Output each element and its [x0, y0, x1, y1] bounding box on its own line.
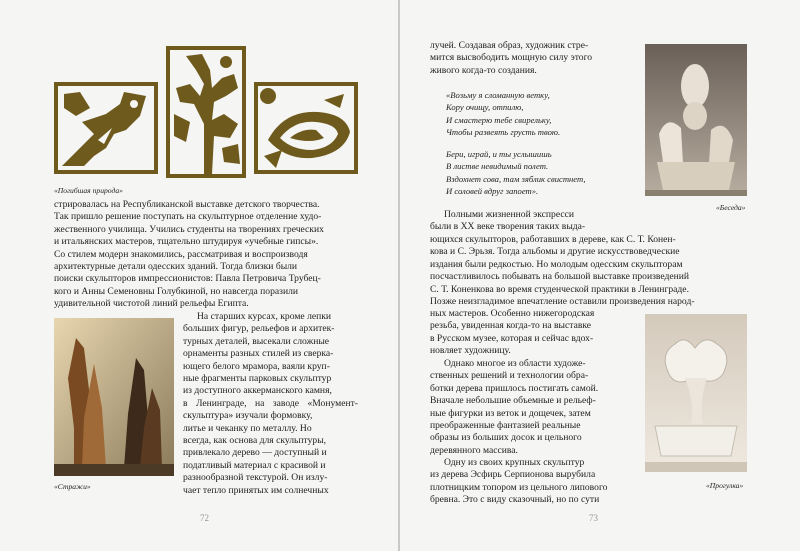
text-line: ющихся скульпторов, работавших в дереве, как С. Т. Конен- — [430, 234, 676, 245]
text-line: ботки дерева пришлось постигать самой. — [430, 382, 599, 394]
left-page — [0, 0, 398, 551]
ornament-panel-bird — [54, 82, 158, 174]
poem — [446, 89, 646, 207]
poem-line: И соловей вдруг запоет». — [446, 186, 539, 197]
paragraph-1-narrow — [430, 209, 640, 234]
text-line: Однако многое из области художе- — [444, 358, 586, 369]
text-line: С. Т. Коненкова во время студенческой практики в Ленинграде. — [430, 283, 689, 295]
poem-line: Вздохнет сова, там зяблик свистнет, — [446, 173, 586, 184]
photo-guards-caption: «Стражи» — [54, 482, 91, 491]
poem-line: И смастерю тебе свирельку, — [446, 114, 552, 125]
text-line: образы из больших досок и цельного — [430, 432, 582, 444]
text-line: всегда, как основа для скульптуры, — [183, 435, 327, 447]
text-line: Вначале небольшие объемные и рельеф- — [430, 395, 596, 407]
column-paragraph — [183, 311, 358, 497]
text-line: мится высвободить мощную силу этого — [430, 52, 593, 64]
poem-line: Чтобы развеять грусть твою. — [446, 126, 561, 137]
photo-conversation — [645, 44, 747, 196]
text-line: ственных решений и технологии обра- — [430, 370, 589, 382]
paragraph-2 — [430, 358, 635, 457]
text-line: турных деталей, высекали сложные — [183, 335, 330, 347]
top-paragraph — [54, 199, 358, 311]
text-line: бревна. Это с виду сказочный, но по сути — [430, 494, 600, 506]
poem-line: Кору очищу, отпилю, — [446, 102, 524, 113]
poem-stanza-1 — [446, 89, 646, 138]
paragraph-1-end — [430, 308, 635, 358]
right-page — [400, 0, 800, 551]
poem-line: «Возьму я сломанную ветку, — [446, 90, 550, 100]
intro-lines — [430, 40, 640, 77]
text-line: Позже неизгладимое впечатление оставили произведения народ- — [430, 296, 695, 308]
text-line: удивительной чистотой линий рельефы Египта. — [54, 298, 249, 310]
text-line: издания были редкостью. Но молодым одесским скульпторам — [430, 258, 683, 270]
page-number-left: 72 — [200, 513, 209, 523]
text-line: привлекало дерево — доступный и — [183, 447, 327, 459]
text-line: чает тепло принятых им солнечных — [183, 484, 329, 496]
linocut-ornament — [54, 44, 359, 180]
text-line: стрировалась на Республиканской выставке детского творчества. — [54, 199, 320, 210]
text-line: кова и С. Эрьзя. Тогда альбомы и другие искусствоведческие — [430, 246, 680, 258]
text-line: были в XX веке творения таких выда- — [430, 221, 586, 233]
ornament-caption: «Погибшая природа» — [54, 186, 123, 195]
ornament-panel-tree — [166, 46, 246, 178]
text-line: новляет художницу. — [430, 345, 511, 357]
paragraph-1-wide — [430, 234, 748, 308]
text-line: Одну из своих крупных скульптур — [444, 457, 585, 468]
photo-walk-caption: «Прогулка» — [706, 481, 744, 490]
text-line: живого когда-то создания. — [430, 64, 537, 76]
photo-walk — [645, 314, 747, 472]
text-line: плотницким топором из цельного липового — [430, 481, 608, 493]
text-line: из дерева Эсфирь Серпионова вырубила — [430, 469, 596, 481]
text-line: Со стилем модерн знакомились, рассматривая и воспроизводя — [54, 248, 308, 260]
text-line: деревянного массива. — [430, 444, 518, 456]
text-line: ных мастеров. Особенно нижегородская — [430, 308, 595, 319]
poem-line: В листве невидимый полет. — [446, 161, 549, 172]
text-line: и итальянских мастеров, тщательно штудируя «учебные гипсы». — [54, 236, 319, 248]
text-line: кого и Анны Семеновны Голубкиной, но навсегда поразили — [54, 285, 299, 297]
page-number-right: 73 — [589, 513, 598, 523]
text-line: преображенные фантазией реальные — [430, 420, 581, 432]
text-line: больших фигур, рельефов и архитек- — [183, 323, 335, 335]
text-line: поиски скульпторов импрессионистов: Павла Петровича Трубец- — [54, 273, 321, 285]
text-line: литье и чеканку по металлу. Но — [183, 422, 312, 434]
photo-conversation-caption: «Беседа» — [716, 203, 746, 212]
text-line: в Ленинграде, на заводе «Монумент-скульптура» изучали формовку, — [183, 397, 358, 422]
text-line: орнаменты разных стилей из сверка- — [183, 348, 334, 360]
text-line: Так пришло решение поступать на скульптурное отделение худо- — [54, 211, 322, 223]
text-line: ные фигурки из веток и дощечек, затем — [430, 407, 591, 419]
text-line: резьба, увиденная когда-то на выставке — [430, 320, 592, 332]
text-line: архитектурные детали одесских зданий. Тогда близки были — [54, 261, 298, 273]
text-line: податливый материал с красивой и — [183, 459, 326, 471]
text-line: ные фрагменты парковых скульптур — [183, 373, 332, 385]
text-line: Полными жизненной экспресси — [444, 209, 574, 220]
text-line: лучей. Создавая образ, художник стре- — [430, 40, 589, 51]
text-line: ющего белого мрамора, ваяли круп- — [183, 360, 330, 372]
text-line: жественного училища. Учились студенты на творениях греческих — [54, 223, 324, 235]
text-line: в Русском музее, которая и сейчас вдох- — [430, 332, 594, 344]
poem-line: Бери, играй, и ты услышишь — [446, 149, 552, 160]
ornament-panel-fish — [254, 82, 358, 174]
poem-stanza-2 — [446, 148, 646, 197]
photo-guards — [54, 318, 174, 476]
text-line: разнообразной текстурой. Он излу- — [183, 472, 328, 484]
text-line: На старших курсах, кроме лепки — [197, 311, 332, 322]
paragraph-3 — [430, 457, 635, 507]
text-line: посчастливилось побывать на большой выставке произведений — [430, 271, 690, 283]
text-line: из доступного аккерманского камня, — [183, 385, 332, 397]
